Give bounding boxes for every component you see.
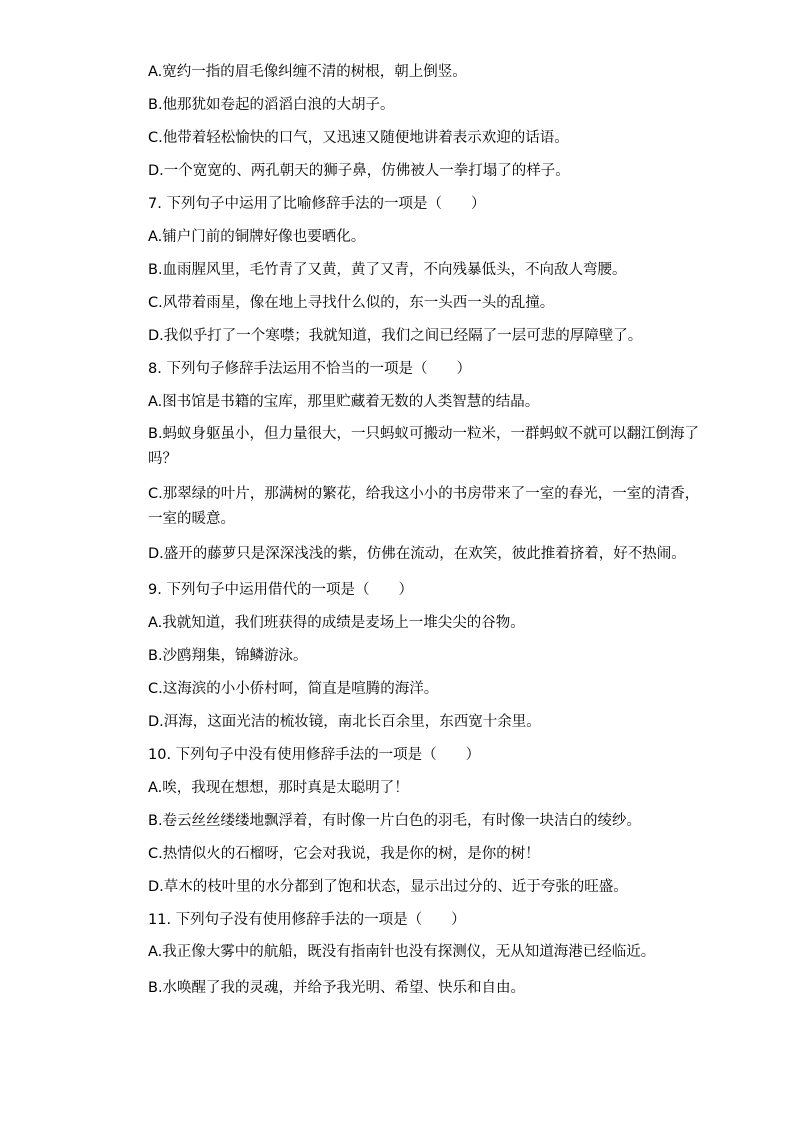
q7-option-c: C.风带着雨星，像在地上寻找什么似的，东一头西一头的乱撞。 [148,295,555,311]
q9-option-d: D.洱海，这面光洁的梳妆镜，南北长百余里，东西宽十余里。 [148,714,541,730]
q10-stem: 10. 下列句子中没有使用修辞手法的一项是（ ） [148,747,481,763]
q10-option-c: C.热情似火的石榴呀，它会对我说，我是你的树，是你的树！ [148,846,540,862]
q10-option-d: D.草木的枝叶里的水分都到了饱和状态，显示出过分的、近于夸张的旺盛。 [148,879,628,895]
q11-option-a: A.我正像大雾中的航船，既没有指南针也没有探测仪，无从知道海港已经临近。 [148,944,656,960]
q8-stem: 8. 下列句子修辞手法运用不恰当的一项是（ ） [148,361,471,377]
q7-stem: 7. 下列句子中运用了比喻修辞手法的一项是（ ） [148,196,486,212]
q6-option-d: D.一个宽宽的、两孔朝天的狮子鼻，仿佛被人一拳打塌了的样子。 [148,163,570,179]
q9-option-a: A.我就知道，我们班获得的成绩是麦场上一堆尖尖的谷物。 [148,615,525,631]
q9-option-b: B.沙鸥翔集，锦鳞游泳。 [148,648,308,664]
q6-option-b: B.他那犹如卷起的滔滔白浪的大胡子。 [148,97,395,113]
q8-option-c: C.那翠绿的叶片，那满树的繁花，给我这小小的书房带来了一室的春光，一室的清香，一室的暖意。 [148,486,700,527]
q6-option-a: A.宽约一指的眉毛像纠缠不清的树根，朝上倒竖。 [148,64,467,80]
document-page [148,56,708,1005]
q8-option-d: D.盛开的藤萝只是深深浅浅的紫，仿佛在流动，在欢笑，彼此推着挤着，好不热闹。 [148,546,686,562]
q7-option-d: D.我似乎打了一个寒噤；我就知道，我们之间已经隔了一层可悲的厚障壁了。 [148,328,643,344]
q8-option-a: A.图书馆是书籍的宝库，那里贮藏着无数的人类智慧的结晶。 [148,394,540,410]
q11-option-b: B.水唤醒了我的灵魂，并给予我光明、希望、快乐和自由。 [148,980,526,996]
q7-option-a: A.铺户门前的铜牌好像也要晒化。 [148,229,366,245]
q8-option-b: B.蚂蚁身躯虽小，但力量很大，一只蚂蚁可搬动一粒米，一群蚂蚁不就可以翻江倒海了吗？ [148,426,700,467]
q9-option-c: C.这海滨的小小侨村呵，简直是喧腾的海洋。 [148,681,439,697]
q11-stem: 11. 下列句子没有使用修辞手法的一项是（ ） [148,912,466,928]
q7-option-b: B.血雨腥风里，毛竹青了又黄，黄了又青，不向残暴低头，不向敌人弯腰。 [148,262,627,278]
q9-stem: 9. 下列句子中运用借代的一项是（ ） [148,582,413,598]
q6-option-c: C.他带着轻松愉快的口气，又迅速又随便地讲着表示欢迎的话语。 [148,130,569,146]
q10-option-a: A.唉，我现在想想，那时真是太聪明了！ [148,780,409,796]
q10-option-b: B.卷云丝丝缕缕地飘浮着，有时像一片白色的羽毛，有时像一块洁白的绫纱。 [148,813,642,829]
